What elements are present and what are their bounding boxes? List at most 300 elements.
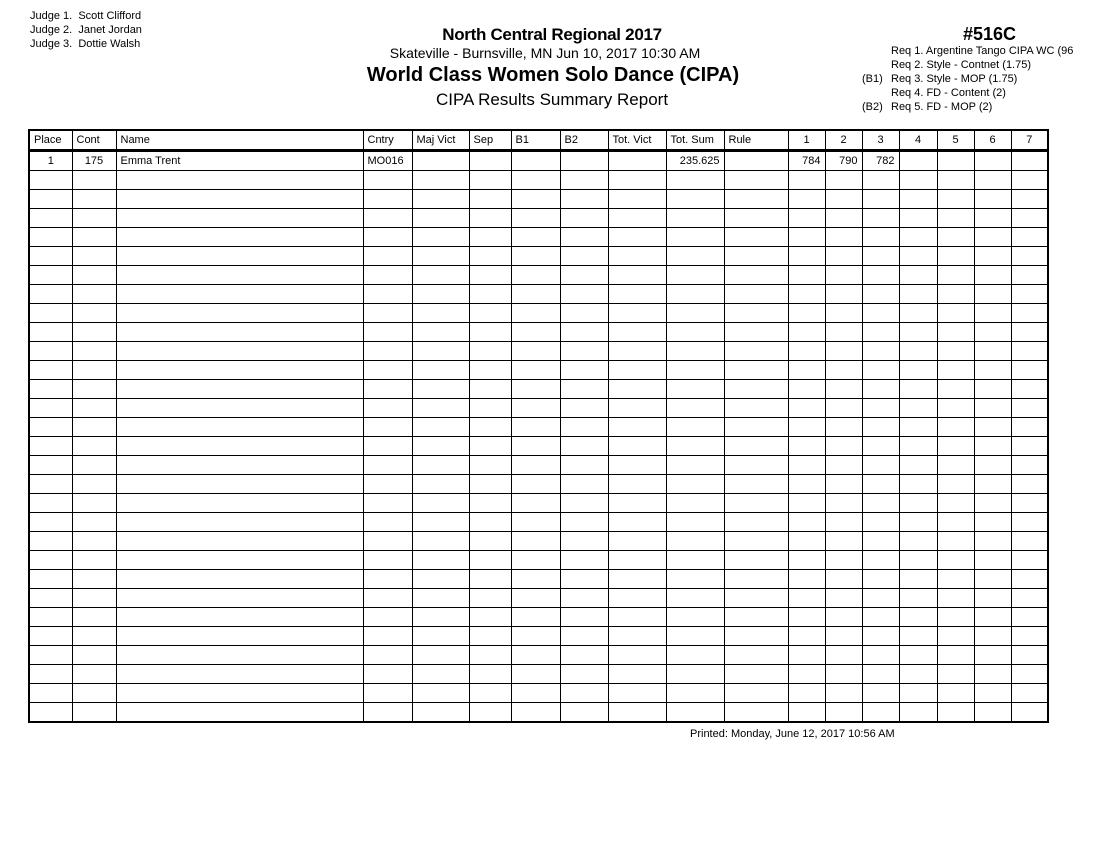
- empty-cell: [1011, 684, 1048, 703]
- col-header-judge-4: 4: [899, 130, 937, 151]
- empty-cell: [899, 399, 937, 418]
- empty-cell: [560, 304, 608, 323]
- empty-cell: [412, 418, 469, 437]
- empty-cell: [899, 551, 937, 570]
- empty-cell: [72, 532, 116, 551]
- empty-cell: [974, 247, 1011, 266]
- empty-cell: [1011, 304, 1048, 323]
- empty-cell: [363, 266, 412, 285]
- empty-cell: [412, 665, 469, 684]
- empty-cell: [1011, 323, 1048, 342]
- empty-cell: [724, 684, 788, 703]
- empty-cell: [116, 285, 363, 304]
- judge-1-cell: 784: [788, 151, 825, 171]
- empty-cell: [116, 589, 363, 608]
- empty-cell: [825, 589, 862, 608]
- empty-cell: [974, 228, 1011, 247]
- empty-cell: [363, 323, 412, 342]
- empty-cell: [560, 513, 608, 532]
- competition-title: North Central Regional 2017: [442, 25, 662, 44]
- empty-cell: [116, 551, 363, 570]
- empty-cell: [363, 684, 412, 703]
- empty-cell: [899, 304, 937, 323]
- empty-cell: [788, 665, 825, 684]
- empty-cell: [899, 703, 937, 723]
- empty-cell: [116, 361, 363, 380]
- empty-cell: [1011, 266, 1048, 285]
- empty-cell: [29, 494, 72, 513]
- empty-cell: [608, 513, 666, 532]
- table-row-empty: [29, 570, 1048, 589]
- empty-cell: [560, 171, 608, 190]
- table-header-row: [29, 130, 1048, 151]
- empty-cell: [116, 190, 363, 209]
- empty-cell: [469, 285, 511, 304]
- empty-cell: [608, 323, 666, 342]
- empty-cell: [560, 247, 608, 266]
- empty-cell: [511, 190, 560, 209]
- table-row-empty: [29, 285, 1048, 304]
- b1-cell: [511, 151, 560, 171]
- empty-cell: [72, 342, 116, 361]
- empty-cell: [608, 228, 666, 247]
- empty-cell: [862, 304, 899, 323]
- requirement-3: [862, 72, 1073, 86]
- empty-cell: [412, 703, 469, 723]
- judge-label: Judge 1.: [30, 10, 73, 22]
- requirements-list: [862, 44, 1073, 114]
- empty-cell: [116, 494, 363, 513]
- empty-cell: [608, 171, 666, 190]
- empty-cell: [788, 285, 825, 304]
- table-row: [29, 151, 1048, 171]
- table-row-empty: [29, 627, 1048, 646]
- empty-cell: [724, 570, 788, 589]
- empty-cell: [608, 456, 666, 475]
- empty-cell: [560, 190, 608, 209]
- col-header-maj-vict: Maj Vict: [412, 130, 469, 151]
- empty-cell: [469, 190, 511, 209]
- empty-cell: [899, 513, 937, 532]
- empty-cell: [724, 171, 788, 190]
- empty-cell: [72, 589, 116, 608]
- empty-cell: [29, 323, 72, 342]
- empty-cell: [899, 285, 937, 304]
- empty-cell: [116, 627, 363, 646]
- empty-cell: [1011, 589, 1048, 608]
- empty-cell: [412, 494, 469, 513]
- empty-cell: [899, 190, 937, 209]
- table-row-empty: [29, 551, 1048, 570]
- venue-datetime: Skateville - Burnsville, MN Jun 10, 2017 10:30 AM: [389, 45, 701, 61]
- empty-cell: [788, 247, 825, 266]
- name-cell: Emma Trent: [116, 151, 363, 171]
- empty-cell: [1011, 171, 1048, 190]
- table-row-empty: [29, 703, 1048, 723]
- judge-label: Judge 3.: [30, 38, 73, 50]
- empty-cell: [788, 703, 825, 723]
- empty-cell: [511, 361, 560, 380]
- empty-cell: [29, 627, 72, 646]
- place-cell: 1: [29, 151, 72, 171]
- empty-cell: [363, 494, 412, 513]
- empty-cell: [363, 437, 412, 456]
- empty-cell: [788, 437, 825, 456]
- empty-cell: [899, 266, 937, 285]
- empty-cell: [1011, 399, 1048, 418]
- empty-cell: [412, 171, 469, 190]
- empty-cell: [72, 494, 116, 513]
- empty-cell: [974, 665, 1011, 684]
- empty-cell: [560, 418, 608, 437]
- empty-cell: [862, 190, 899, 209]
- empty-cell: [862, 608, 899, 627]
- empty-cell: [1011, 627, 1048, 646]
- empty-cell: [724, 456, 788, 475]
- empty-cell: [974, 380, 1011, 399]
- empty-cell: [666, 342, 724, 361]
- empty-cell: [412, 209, 469, 228]
- empty-cell: [974, 342, 1011, 361]
- empty-cell: [511, 418, 560, 437]
- judge-4-cell: [899, 151, 937, 171]
- empty-cell: [666, 646, 724, 665]
- empty-cell: [724, 247, 788, 266]
- empty-cell: [974, 475, 1011, 494]
- judge-name: Scott Clifford: [78, 10, 142, 22]
- empty-cell: [974, 437, 1011, 456]
- empty-cell: [1011, 418, 1048, 437]
- empty-cell: [469, 304, 511, 323]
- empty-cell: [862, 646, 899, 665]
- empty-cell: [116, 323, 363, 342]
- empty-cell: [937, 304, 974, 323]
- empty-cell: [363, 627, 412, 646]
- empty-cell: [560, 684, 608, 703]
- empty-cell: [29, 247, 72, 266]
- col-header-judge-2: 2: [825, 130, 862, 151]
- empty-cell: [974, 589, 1011, 608]
- empty-cell: [363, 570, 412, 589]
- empty-cell: [937, 608, 974, 627]
- empty-cell: [29, 285, 72, 304]
- empty-cell: [899, 209, 937, 228]
- empty-cell: [788, 342, 825, 361]
- empty-cell: [608, 608, 666, 627]
- sep-cell: [469, 151, 511, 171]
- empty-cell: [116, 304, 363, 323]
- empty-cell: [116, 684, 363, 703]
- empty-cell: [724, 665, 788, 684]
- empty-cell: [560, 589, 608, 608]
- empty-cell: [937, 171, 974, 190]
- empty-cell: [363, 608, 412, 627]
- empty-cell: [608, 209, 666, 228]
- empty-cell: [724, 285, 788, 304]
- requirement-prefix: [862, 86, 891, 100]
- empty-cell: [72, 513, 116, 532]
- empty-cell: [974, 361, 1011, 380]
- empty-cell: [724, 190, 788, 209]
- report-title: CIPA Results Summary Report: [435, 90, 669, 109]
- empty-cell: [788, 266, 825, 285]
- empty-cell: [788, 171, 825, 190]
- empty-cell: [1011, 456, 1048, 475]
- empty-cell: [29, 532, 72, 551]
- empty-cell: [724, 627, 788, 646]
- table-row-empty: [29, 437, 1048, 456]
- empty-cell: [363, 646, 412, 665]
- judge-6-cell: [974, 151, 1011, 171]
- empty-cell: [29, 171, 72, 190]
- empty-cell: [974, 266, 1011, 285]
- empty-cell: [412, 570, 469, 589]
- empty-cell: [72, 285, 116, 304]
- empty-cell: [412, 589, 469, 608]
- empty-cell: [560, 228, 608, 247]
- empty-cell: [899, 418, 937, 437]
- empty-cell: [862, 323, 899, 342]
- empty-cell: [469, 209, 511, 228]
- empty-cell: [469, 532, 511, 551]
- empty-cell: [72, 266, 116, 285]
- empty-cell: [974, 304, 1011, 323]
- empty-cell: [666, 589, 724, 608]
- empty-cell: [666, 209, 724, 228]
- empty-cell: [72, 209, 116, 228]
- empty-cell: [974, 190, 1011, 209]
- requirement-text: Req 4. FD - Content (2): [891, 87, 1006, 99]
- empty-cell: [29, 209, 72, 228]
- empty-cell: [412, 475, 469, 494]
- empty-cell: [29, 608, 72, 627]
- empty-cell: [469, 684, 511, 703]
- table-row-empty: [29, 684, 1048, 703]
- empty-cell: [1011, 190, 1048, 209]
- empty-cell: [608, 475, 666, 494]
- empty-cell: [666, 551, 724, 570]
- empty-cell: [363, 551, 412, 570]
- empty-cell: [511, 304, 560, 323]
- empty-cell: [899, 475, 937, 494]
- requirement-prefix: [862, 58, 891, 72]
- table-row-empty: [29, 361, 1048, 380]
- empty-cell: [469, 608, 511, 627]
- judge-3: [30, 37, 142, 51]
- empty-cell: [937, 589, 974, 608]
- col-header-judge-7: 7: [1011, 130, 1048, 151]
- empty-cell: [116, 646, 363, 665]
- col-header-judge-3: 3: [862, 130, 899, 151]
- empty-cell: [974, 570, 1011, 589]
- empty-cell: [608, 437, 666, 456]
- empty-cell: [899, 589, 937, 608]
- empty-cell: [724, 437, 788, 456]
- empty-cell: [363, 361, 412, 380]
- empty-cell: [862, 684, 899, 703]
- empty-cell: [116, 513, 363, 532]
- maj-vict-cell: [412, 151, 469, 171]
- empty-cell: [412, 513, 469, 532]
- empty-cell: [608, 380, 666, 399]
- empty-cell: [72, 684, 116, 703]
- empty-cell: [937, 456, 974, 475]
- empty-cell: [29, 589, 72, 608]
- empty-cell: [937, 437, 974, 456]
- judge-5-cell: [937, 151, 974, 171]
- empty-cell: [116, 703, 363, 723]
- empty-cell: [72, 418, 116, 437]
- empty-cell: [1011, 570, 1048, 589]
- empty-cell: [116, 342, 363, 361]
- empty-cell: [724, 209, 788, 228]
- empty-cell: [862, 418, 899, 437]
- empty-cell: [363, 475, 412, 494]
- empty-cell: [862, 228, 899, 247]
- empty-cell: [1011, 551, 1048, 570]
- empty-cell: [72, 171, 116, 190]
- empty-cell: [29, 399, 72, 418]
- empty-cell: [724, 589, 788, 608]
- empty-cell: [469, 665, 511, 684]
- col-header-tot-sum: Tot. Sum: [666, 130, 724, 151]
- empty-cell: [788, 190, 825, 209]
- empty-cell: [788, 475, 825, 494]
- empty-cell: [937, 665, 974, 684]
- empty-cell: [560, 209, 608, 228]
- requirement-prefix: (B2): [862, 101, 883, 113]
- empty-cell: [825, 437, 862, 456]
- empty-cell: [666, 285, 724, 304]
- empty-cell: [608, 361, 666, 380]
- empty-cell: [666, 456, 724, 475]
- empty-cell: [560, 494, 608, 513]
- empty-cell: [724, 228, 788, 247]
- empty-cell: [72, 627, 116, 646]
- empty-cell: [560, 323, 608, 342]
- empty-cell: [560, 551, 608, 570]
- empty-cell: [511, 589, 560, 608]
- empty-cell: [724, 703, 788, 723]
- empty-cell: [937, 342, 974, 361]
- empty-cell: [788, 380, 825, 399]
- empty-cell: [72, 475, 116, 494]
- empty-cell: [937, 494, 974, 513]
- empty-cell: [724, 513, 788, 532]
- empty-cell: [560, 361, 608, 380]
- empty-cell: [862, 589, 899, 608]
- empty-cell: [511, 266, 560, 285]
- empty-cell: [412, 456, 469, 475]
- empty-cell: [511, 171, 560, 190]
- empty-cell: [825, 209, 862, 228]
- empty-cell: [560, 342, 608, 361]
- empty-cell: [974, 608, 1011, 627]
- empty-cell: [608, 627, 666, 646]
- empty-cell: [899, 665, 937, 684]
- empty-cell: [72, 228, 116, 247]
- requirement-prefix: (B1): [862, 73, 883, 85]
- empty-cell: [862, 342, 899, 361]
- empty-cell: [116, 247, 363, 266]
- empty-cell: [511, 551, 560, 570]
- table-row-empty: [29, 646, 1048, 665]
- empty-cell: [666, 323, 724, 342]
- empty-cell: [788, 399, 825, 418]
- empty-cell: [974, 285, 1011, 304]
- empty-cell: [1011, 247, 1048, 266]
- empty-cell: [862, 266, 899, 285]
- empty-cell: [412, 437, 469, 456]
- empty-cell: [666, 304, 724, 323]
- empty-cell: [72, 190, 116, 209]
- empty-cell: [412, 684, 469, 703]
- empty-cell: [899, 380, 937, 399]
- cntry-cell: MO016: [363, 151, 412, 171]
- empty-cell: [412, 361, 469, 380]
- empty-cell: [788, 513, 825, 532]
- empty-cell: [1011, 380, 1048, 399]
- empty-cell: [560, 665, 608, 684]
- empty-cell: [469, 589, 511, 608]
- judge-name: Janet Jordan: [78, 24, 142, 36]
- empty-cell: [825, 475, 862, 494]
- empty-cell: [116, 570, 363, 589]
- empty-cell: [825, 627, 862, 646]
- empty-cell: [511, 323, 560, 342]
- empty-cell: [666, 247, 724, 266]
- empty-cell: [974, 532, 1011, 551]
- empty-cell: [1011, 475, 1048, 494]
- empty-cell: [899, 342, 937, 361]
- table-row-empty: [29, 342, 1048, 361]
- empty-cell: [363, 342, 412, 361]
- requirement-text: Req 2. Style - Contnet (1.75): [891, 59, 1032, 71]
- empty-cell: [974, 209, 1011, 228]
- judge-label: Judge 2.: [30, 24, 73, 36]
- empty-cell: [412, 627, 469, 646]
- empty-cell: [937, 551, 974, 570]
- requirement-text: Req 5. FD - MOP (2): [891, 101, 993, 113]
- empty-cell: [974, 646, 1011, 665]
- empty-cell: [724, 418, 788, 437]
- empty-cell: [511, 342, 560, 361]
- empty-cell: [862, 551, 899, 570]
- table-row-empty: [29, 399, 1048, 418]
- empty-cell: [724, 646, 788, 665]
- empty-cell: [937, 266, 974, 285]
- empty-cell: [862, 475, 899, 494]
- empty-cell: [1011, 646, 1048, 665]
- empty-cell: [116, 437, 363, 456]
- empty-cell: [412, 285, 469, 304]
- empty-cell: [29, 475, 72, 494]
- empty-cell: [363, 513, 412, 532]
- empty-cell: [937, 532, 974, 551]
- empty-cell: [560, 608, 608, 627]
- table-row-empty: [29, 304, 1048, 323]
- empty-cell: [788, 627, 825, 646]
- empty-cell: [899, 570, 937, 589]
- empty-cell: [29, 646, 72, 665]
- empty-cell: [825, 399, 862, 418]
- empty-cell: [560, 532, 608, 551]
- empty-cell: [29, 418, 72, 437]
- empty-cell: [511, 532, 560, 551]
- empty-cell: [974, 494, 1011, 513]
- empty-cell: [666, 399, 724, 418]
- empty-cell: [412, 323, 469, 342]
